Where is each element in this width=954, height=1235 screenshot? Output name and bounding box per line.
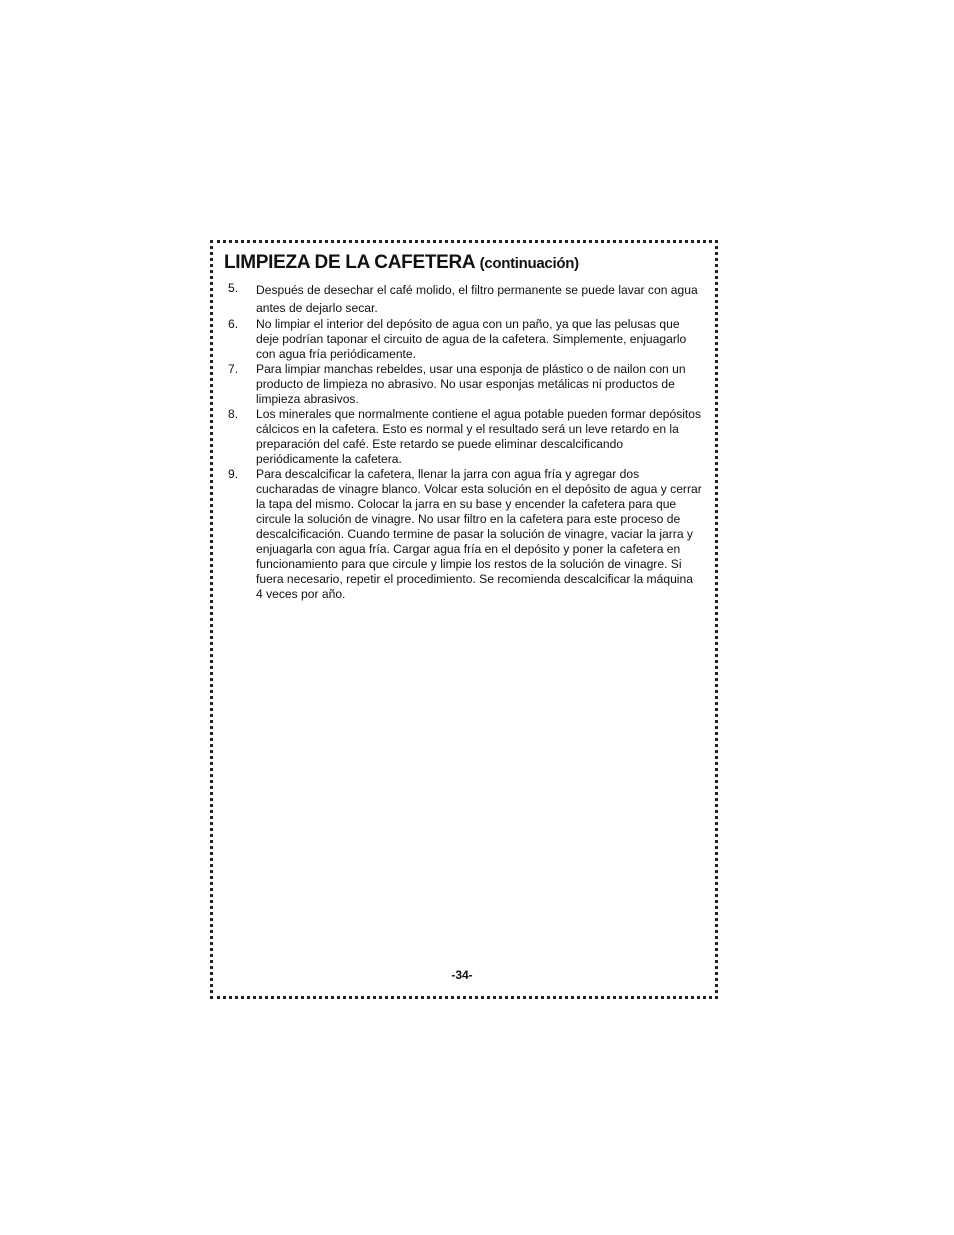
- list-item: [228, 407, 702, 467]
- item-text: Para limpiar manchas rebeldes, usar una esponja de plástico o de nailon con un producto de limpieza no abrasivo. No usar esponjas metálicas ni productos de limpieza abrasivos.: [256, 362, 686, 406]
- instruction-list: [228, 281, 702, 602]
- item-number: 5.: [228, 281, 239, 295]
- item-text: Los minerales que normalmente contiene el agua potable pueden formar depósitos cálcicos en la cafetera. Esto es normal y el resultado será un leve retardo en la preparación del café. Este retardo se puede eliminar descalcificando periódicamente la cafetera.: [256, 407, 702, 466]
- item-number: 8.: [228, 407, 239, 421]
- list-item: [228, 281, 702, 317]
- item-text: No limpiar el interior del depósito de agua con un paño, ya que las pelusas que deje podrían taponar el circuito de agua de la cafetera. Simplemente, enjuagarlo con agua fría periódicamente.: [256, 317, 687, 361]
- page-number: -34-: [451, 968, 473, 982]
- title-main: LIMPIEZA DE LA CAFETERA: [224, 252, 475, 273]
- list-item: [228, 467, 702, 602]
- title-continuation: (continuación): [479, 255, 579, 272]
- list-item: [228, 362, 702, 407]
- page-title: [224, 252, 579, 274]
- item-text: Para descalcificar la cafetera, llenar la jarra con agua fría y agregar dos cucharadas de vinagre blanco. Volcar esta solución en el depósito de agua y cerrar la tapa del mismo. Colocar la jarra en su base y encender la cafetera para que circule la solución de vinagre. No usar filtro en la cafetera para este proceso de descalcificación. Cuando termine de pasar la solución de vinagre, vaciar la jarra y enjuagarla con agua fría. Cargar agua fría en el depósito y poner la cafetera en funcionamiento para que circule y limpie los restos de la solución de vinagre. Si fuera necesario, repetir el procedimiento. Se recomienda descalcificar la máquina 4 veces por año.: [256, 467, 702, 601]
- list-item: [228, 317, 702, 362]
- item-text: Después de desechar el café molido, el filtro permanente se puede lavar con agua antes de dejarlo secar.: [256, 283, 698, 315]
- item-number: 9.: [228, 467, 239, 481]
- item-number: 6.: [228, 317, 239, 331]
- item-number: 7.: [228, 362, 239, 376]
